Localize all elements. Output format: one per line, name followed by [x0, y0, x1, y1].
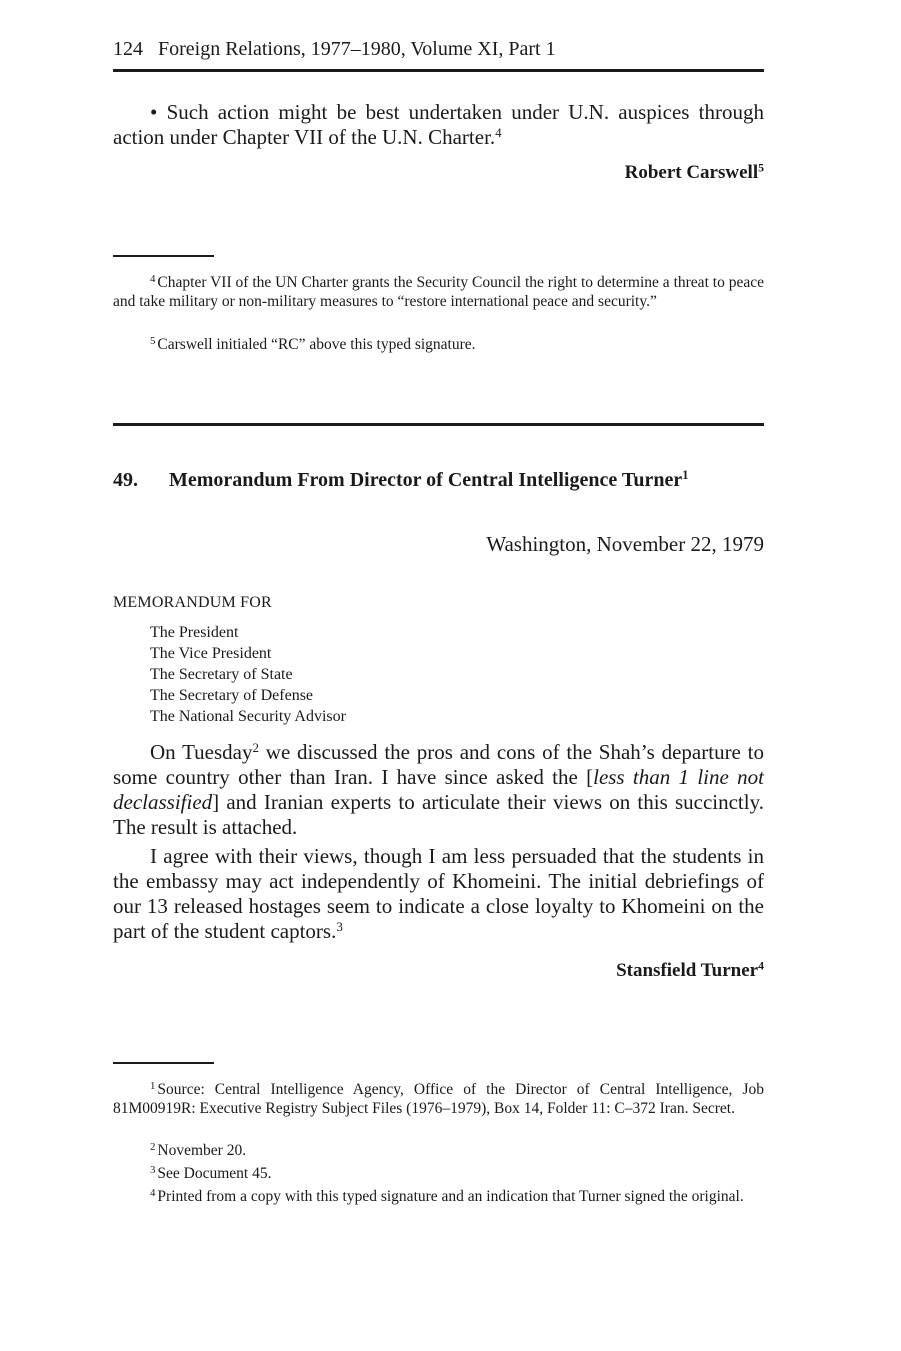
footnote-text: November 20. [157, 1142, 247, 1159]
footnote-item [113, 1141, 764, 1160]
footnote-text: Carswell initialed “RC” above this typed signature. [157, 336, 476, 353]
footnote-text: Source: Central Intelligence Agency, Office of the Director of Central Intelligence, Job 81M00919R: Executive Registry Subject Files (1976–1979), Box 14, Folder 11: C–372 Iran. Secret. [113, 1081, 764, 1117]
memo-for-label: MEMORANDUM FOR [113, 594, 272, 611]
signature-name: Robert Carswell [624, 162, 759, 183]
text-run: we discussed the pros and cons of the Shah’s departure to some country other than Iran. I have since asked the [ [113, 740, 764, 789]
running-head [113, 38, 556, 61]
signature-name: Stansfield Turner [616, 960, 759, 981]
paragraph-1 [113, 740, 764, 840]
footnote-ref: 3 [336, 918, 343, 934]
header-rule [113, 69, 764, 72]
redaction-note: less than 1 line not declassified [113, 765, 764, 814]
footnote-text: See Document 45. [157, 1165, 272, 1182]
footnote-item [113, 1187, 764, 1206]
text-run: ] and Iranian experts to articulate their views on this succinctly. The result is attached. [113, 790, 764, 839]
text-run: I agree with their views, though I am less persuaded that the students in the embassy may act independently of Khomeini. The initial debriefings of our 13 released hostages seem to indicate a close loyalty to Khomeini on the part of the student captors. [113, 844, 764, 943]
footnote-item [113, 1164, 764, 1183]
recipient-list [150, 622, 346, 727]
recipient: The Secretary of Defense [150, 687, 314, 704]
signature-turner [616, 960, 764, 982]
recipient: The Vice President [150, 645, 272, 662]
footnote-ref: 5 [758, 161, 764, 175]
footnote-number: 5 [150, 335, 156, 348]
document-heading [113, 469, 688, 492]
bullet-paragraph [113, 100, 764, 150]
footnote-item [113, 273, 764, 311]
document-title: Memorandum From Director of Central Intelligence Turner [169, 469, 683, 491]
footnote-ref: 4 [495, 124, 502, 140]
recipient: The Secretary of State [150, 666, 293, 683]
footnote-text: Chapter VII of the UN Charter grants the Security Council the right to determine a threat to peace and take military or non-military measures to “restore international peace and security.” [113, 274, 764, 310]
footnote-item [113, 1080, 764, 1118]
footnote-ref: 2 [252, 739, 259, 755]
footnote-number: 1 [150, 1080, 156, 1093]
recipient: The President [150, 624, 239, 641]
footnote-number: 2 [150, 1141, 156, 1154]
footnote-number: 3 [150, 1164, 156, 1177]
footnote-separator [113, 255, 214, 257]
page-number: 124 [113, 38, 143, 60]
recipient: The National Security Advisor [150, 708, 346, 725]
footnote-text: Printed from a copy with this typed signature and an indication that Turner signed the original. [157, 1188, 744, 1205]
signature-carswell [625, 162, 764, 184]
dateline: Washington, November 22, 1979 [486, 532, 764, 556]
paragraph-2 [113, 844, 764, 944]
footnote-separator [113, 1062, 214, 1064]
footnote-ref: 1 [682, 468, 689, 483]
footnote-number: 4 [150, 1187, 156, 1200]
footnote-number: 4 [150, 273, 156, 286]
bullet-text: • Such action might be best undertaken under U.N. auspices through action under Chapter VII of the U.N. Charter. [113, 100, 764, 149]
running-head-title: Foreign Relations, 1977–1980, Volume XI, Part 1 [158, 38, 556, 60]
footnote-item [113, 335, 764, 354]
text-run: On Tuesday [150, 740, 253, 764]
document-separator-rule [113, 423, 764, 426]
document-number: 49. [113, 469, 138, 491]
footnote-ref: 4 [758, 959, 764, 973]
